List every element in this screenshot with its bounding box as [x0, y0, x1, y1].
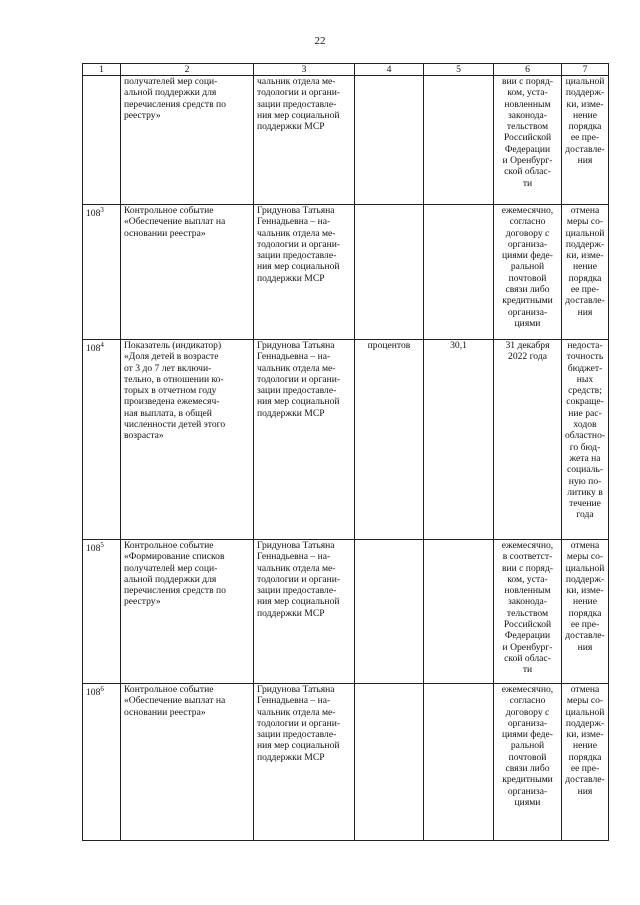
- event-cell: Контрольное событие «Обеспечение выплат на основании реестра»: [124, 205, 226, 239]
- table-row: [83, 540, 609, 684]
- deadline-cell: ежемесячно, согласно договору с организа- циями феде- ральной почтовой связи либо кредитными организа- циями: [501, 684, 554, 808]
- row-number-superscript: 3: [100, 206, 104, 214]
- column-number: 5: [424, 64, 494, 76]
- indicator-cell: Показатель (индикатор) «Доля детей в возрасте от 3 до 7 лет включи- тельно, в отношении ко- торых в отчетном году произведена ежемесяч- ная выплата, в общей численности детей этого возраста»: [124, 340, 226, 442]
- row-number-superscript: 4: [100, 341, 104, 349]
- deadline-cell: ежемесячно, в соответст- вии с поряд- ком, уста- новленным законода- тельством Российской Федерации и Оренбург- ской облас- ти: [501, 540, 554, 676]
- row-number-cell: [83, 684, 121, 841]
- deadline-cell: ежемесячно, согласно договору с организа- циями феде- ральной почтовой связи либо кредитными организа- циями: [501, 205, 554, 329]
- event-cell: получателей мер соци- альной поддержки для перечисления средств по реестру»: [124, 76, 226, 121]
- deadline-cell: вии с поряд- ком, уста- новленным законода- тельством Российской Федерации и Оренбург- ской облас- ти: [501, 76, 554, 189]
- risk-cell: циальной поддерж- ки, изме- нение порядка ее пре- доставле- ния: [565, 76, 605, 167]
- column-number: 6: [494, 64, 562, 76]
- row-number-cell: [83, 76, 121, 205]
- deadline-cell: 31 декабря 2022 года: [505, 340, 550, 363]
- event-cell: Контрольное событие «Формирование списков получателей мер соци- альной поддержки для перечисления средств по реестру»: [124, 540, 226, 608]
- responsible-cell: Гридунова Татьяна Геннадьевна – на- чальник отдела ме- тодологии и органи- зации предоставле- ния мер социальной поддержки МСР: [257, 684, 341, 763]
- risk-cell: отмена меры со- циальной поддерж- ки, изме- нение порядка ее пре- доставле- ния: [565, 205, 605, 318]
- row-number-cell: [83, 340, 121, 540]
- unit-cell: процентов: [367, 340, 411, 351]
- row-number: 108: [86, 343, 101, 355]
- page-number: 22: [314, 35, 326, 47]
- responsible-cell: Гридунова Татьяна Геннадьевна – на- чальник отдела ме- тодологии и органи- зации предоставле- ния мер социальной поддержки МСР: [257, 205, 341, 284]
- risk-cell: недоста- точность бюджет- ных средств; сокраще- ние рас- ходов областно- го бюд- жета на социаль- ную по- литику в течение года: [565, 340, 606, 521]
- row-number-cell: [83, 205, 121, 340]
- row-number-superscript: 6: [100, 685, 104, 693]
- responsible-cell: чальник отдела ме- тодологии и органи- зации предоставле- ния мер социальной поддержки МСР: [257, 76, 341, 133]
- responsible-cell: Гридунова Татьяна Геннадьевна – на- чальник отдела ме- тодологии и органи- зации предоставле- ния мер социальной поддержки МСР: [257, 340, 341, 419]
- responsible-cell: Гридунова Татьяна Геннадьевна – на- чальник отдела ме- тодологии и органи- зации предоставле- ния мер социальной поддержки МСР: [257, 540, 341, 619]
- value-cell: 30,1: [450, 340, 467, 351]
- risk-cell: отмена меры со- циальной поддерж- ки, изме- нение порядка ее пре- доставле- ния: [565, 684, 605, 797]
- table-row: [83, 205, 609, 340]
- column-number: 2: [121, 64, 254, 76]
- row-number: 108: [86, 543, 101, 555]
- row-number: 108: [86, 687, 101, 699]
- column-number-row: [83, 64, 609, 76]
- event-cell: Контрольное событие «Обеспечение выплат на основании реестра»: [124, 684, 226, 718]
- table-row: [83, 340, 609, 540]
- table-row: [83, 684, 609, 841]
- column-number: 3: [254, 64, 355, 76]
- table-row: [83, 76, 609, 205]
- risk-cell: отмена меры со- циальной поддерж- ки, изме- нение порядка ее пре- доставле- ния: [565, 540, 605, 653]
- column-number: 7: [562, 64, 609, 76]
- plan-table: [82, 63, 609, 841]
- row-number: 108: [86, 208, 101, 220]
- row-number-cell: [83, 540, 121, 684]
- column-number: 4: [355, 64, 424, 76]
- row-number-superscript: 5: [100, 541, 104, 549]
- column-number: 1: [83, 64, 121, 76]
